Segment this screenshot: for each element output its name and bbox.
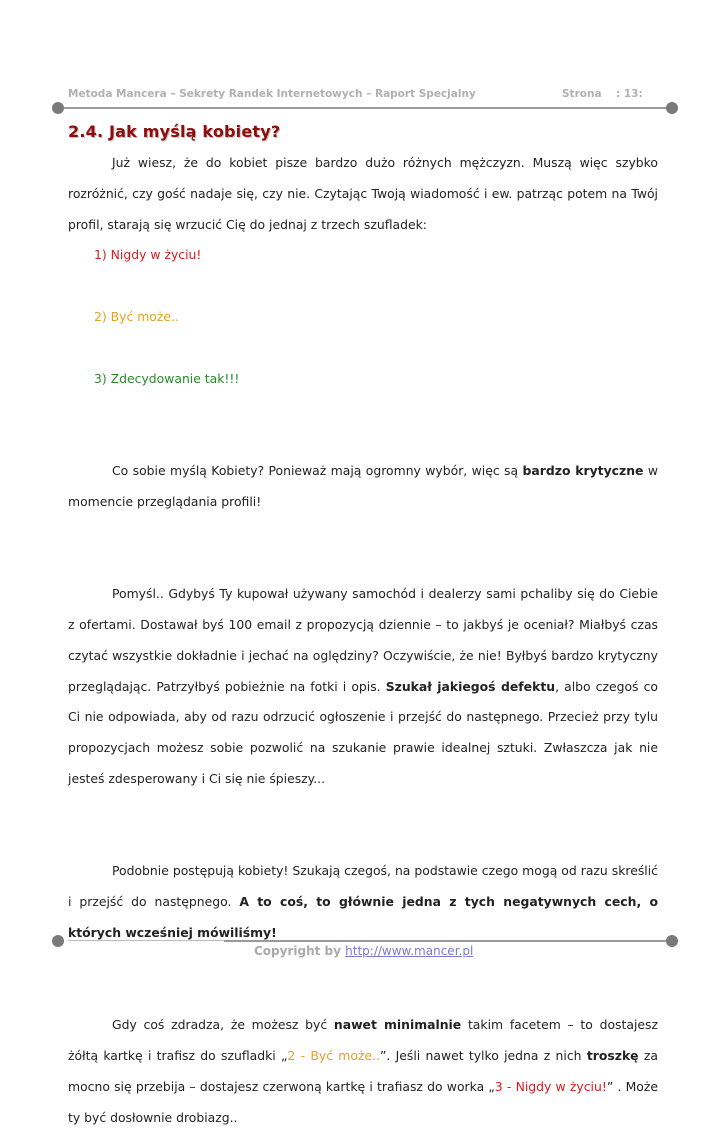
list-item-zdecydowanie: 3) Zdecydowanie tak!!! xyxy=(94,370,240,386)
paragraph-car-analogy: Pomyśl.. Gdybyś Ty kupował używany samochód i dealerzy sami pchaliby się do Ciebie z ofertami. Dostawał byś 100 email z propozycją dziennie – to jakbyś je oceniał? Miałbyś czas czytać wszystkie dokładnie i jechać na oględziny? Oczywiście, że nie! Byłbyś bardzo krytyczny przeglądając. Patrzyłbyś pobieżnie na fotki i opis. Szukał jakiegoś defektu, albo czegoś co Ci nie odpowiada, aby od razu odrzucić ogłoszenie i przejść do następnego. Przecież przy tylu propozycjach możesz sobie pozwolić na szukanie prawie idealnej sztuki. Zwłaszcza jak nie jesteś zdesperowany i Ci się nie śpieszy... xyxy=(68,586,658,786)
site-link[interactable]: http://www.mancer.pl xyxy=(345,944,474,958)
footer-copyright xyxy=(254,944,473,958)
paragraph-critical: Co sobie myślą Kobiety? Ponieważ mają ogromny wybór, więc są bardzo krytyczne w momencie przeglądania profili! xyxy=(68,462,658,509)
footer-divider-right-dot xyxy=(666,935,678,947)
bold-phrase: A to coś, to głównie jedna z tych negatywnych cech, o których wcześniej mówiliśmy! xyxy=(68,894,658,940)
bold-phrase: Szukał jakiegoś defektu xyxy=(385,678,556,694)
paragraph-intro: Już wiesz, że do kobiet pisze bardzo dużo różnych mężczyzn. Muszą więc szybko rozróżnić, czy gość nadaje się, czy nie. Czytając Twoją wiadomość i ew. patrząc potem na Twój profil, starają się wrzucić Cię do jednaj z trzech szufladek: xyxy=(68,155,658,232)
header-page-number: : 13: xyxy=(616,88,643,100)
bold-phrase: bardzo krytyczne xyxy=(522,462,644,478)
footer-divider-left-dot xyxy=(52,935,64,947)
header-page-label: Strona xyxy=(562,88,602,100)
paragraph-cards: Gdy coś zdradza, że możesz być nawet minimalnie takim facetem – to dostajesz żółtą kartkę i trafisz do szufladki „2 - Być może..”. Jeśli nawet tylko jedna z nich troszkę za mocno się przebija – dostajesz czerwoną kartkę i trafiasz do worka „3 - Nigdy w życiu!” . Może ty być dosłownie drobiazg.. xyxy=(68,1017,658,1125)
section-title: 2.4. Jak myślą kobiety? xyxy=(68,122,281,141)
footer-divider xyxy=(224,940,672,942)
header-divider-left-dot xyxy=(52,102,64,114)
list-item-nigdy: 1) Nigdy w życiu! xyxy=(94,247,202,263)
red-phrase: 3 - Nigdy w życiu! xyxy=(494,1078,607,1094)
header-title: Metoda Mancera – Sekrety Randek Internetowych – Raport Specjalny xyxy=(68,88,476,100)
orange-phrase: 2 - Być może.. xyxy=(287,1048,380,1064)
document-body xyxy=(68,148,658,1134)
list-item-byc-moze: 2) Być może.. xyxy=(94,308,179,324)
bold-phrase: nawet minimalnie xyxy=(333,1017,462,1033)
header-divider-right-dot xyxy=(666,102,678,114)
bold-phrase: troszkę xyxy=(586,1048,639,1064)
header-divider xyxy=(58,107,672,109)
footer-divider-short xyxy=(68,940,224,941)
copyright-label: Copyright by xyxy=(254,944,346,958)
paragraph-women-behaviour: Podobnie postępują kobiety! Szukają czegoś, na podstawie czego mogą od razu skreślić i przejść do następnego. A to coś, to głównie jedna z tych negatywnych cech, o których wcześniej mówiliśmy! xyxy=(68,863,658,940)
